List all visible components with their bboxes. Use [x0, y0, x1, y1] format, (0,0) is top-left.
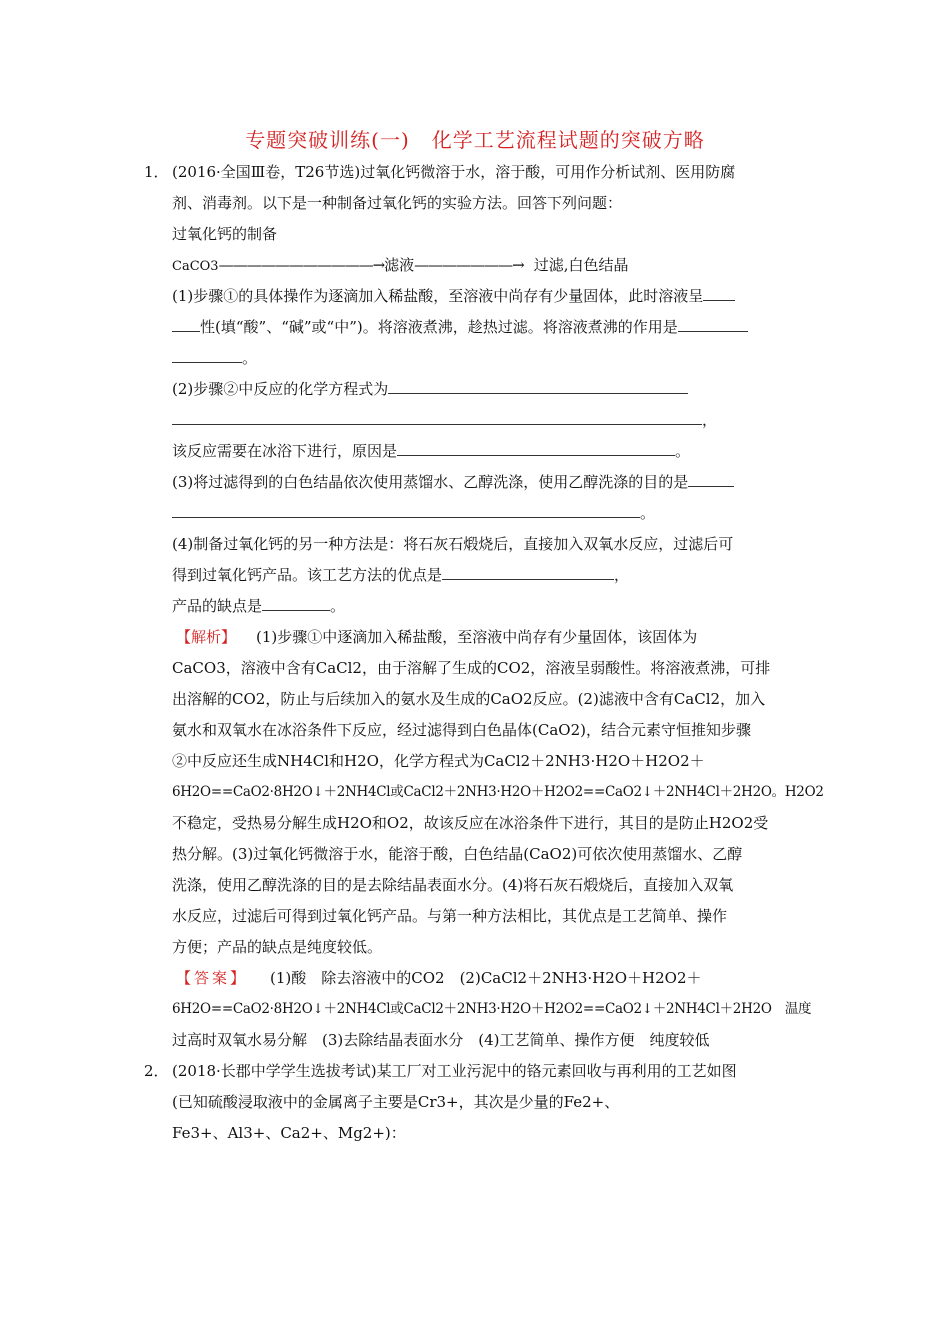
- q1-stem-line2: 剂、消毒剂。以下是一种制备过氧化钙的实验方法。回答下列问题：: [172, 194, 623, 212]
- analysis-line3: 出溶解的CO2，防止与后续加入的氨水及生成的CaO2反应。(2)滤液中含有CaCl2，加入: [172, 690, 766, 708]
- q1-number: 1．: [144, 163, 169, 181]
- q2-number: 2．: [144, 1062, 169, 1080]
- title-part1: 专题突破训练(一): [245, 128, 410, 152]
- analysis-tag: 【解析】: [176, 628, 237, 646]
- q1-part4-line1: (4)制备过氧化钙的另一种方法是：将石灰石煅烧后，直接加入双氧水反应，过滤后可: [172, 535, 734, 553]
- q1-part1-line1: (1)步骤①的具体操作为逐滴加入稀盐酸，至溶液中尚存有少量固体，此时溶液呈: [172, 286, 735, 306]
- q2-line2: (已知硫酸浸取液中的金属离子主要是Cr3+，其次是少量的Fe2+、: [172, 1093, 620, 1111]
- analysis-line9: 洗涤，使用乙醇洗涤的目的是去除结晶表面水分。(4)将石灰石煅烧后，直接加入双氧: [172, 876, 734, 894]
- analysis-line7: 不稳定，受热易分解生成H2O和O2，故该反应在冰浴条件下进行，其目的是防止H2O2受: [172, 814, 769, 832]
- analysis-line6: 6H2O==CaO2·8H2O↓＋2NH4Cl或CaCl2＋2NH3·H2O＋H2O2==CaO2↓＋2NH4Cl＋2H2O。H2O2: [172, 784, 824, 800]
- analysis-line4: 氨水和双氧水在冰浴条件下反应，经过滤得到白色晶体(CaO2)，结合元素守恒推知步骤: [172, 721, 751, 739]
- analysis-line2: CaCO3，溶液中含有CaCl2，由于溶解了生成的CO2，溶液呈弱酸性。将溶液煮沸，可排: [172, 659, 771, 677]
- flow-title: 过氧化钙的制备: [172, 225, 278, 243]
- q1-part3-line1: (3)将过滤得到的白色结晶依次使用蒸馏水、乙醇洗涤，使用乙醇洗涤的目的是: [172, 472, 734, 492]
- q1-part2-line3: 该反应需要在冰浴下进行，原因是 。: [172, 442, 691, 460]
- answer-line1: 【答案】 (1)酸 除去溶液中的CO2 (2)CaCl2＋2NH3·H2O＋H2O2＋: [176, 969, 702, 987]
- flow-result: 过滤,白色结晶: [533, 256, 629, 274]
- q2-line1: (2018·长郡中学学生选拔考试)某工厂对工业污泥中的铬元素回收与再利用的工艺如图: [172, 1062, 737, 1080]
- analysis-line5: ②中反应还生成NH4Cl和H2O，化学方程式为CaCl2＋2NH3·H2O＋H2O2＋: [172, 752, 705, 770]
- q1-stem-line1: (2016·全国Ⅲ卷，T26节选)过氧化钙微溶于水，溶于酸，可用作分析试剂、医用防腐: [172, 163, 736, 181]
- answer-line2: 6H2O==CaO2·8H2O↓＋2NH4Cl或CaCl2＋2NH3·H2O＋H2O2==CaO2↓＋2NH4Cl＋2H2O 温度: [172, 1001, 812, 1017]
- analysis-line11: 方便；产品的缺点是纯度较低。: [172, 938, 383, 956]
- q1-part1-line2: 性(填“酸”、“碱”或“中”)。将溶液煮沸，趁热过滤。将溶液煮沸的作用是: [172, 317, 748, 337]
- q1-part4-line3: 产品的缺点是 。: [172, 597, 346, 615]
- q1-part1-line3: 。: [172, 348, 257, 368]
- answer-tag: 【答案】: [176, 969, 249, 987]
- flow-diagram: [172, 255, 629, 277]
- q1-part2-line2: ，: [172, 410, 717, 430]
- analysis-line1: 【解析】 (1)步骤①中逐滴加入稀盐酸，至溶液中尚存有少量固体，该固体为: [176, 628, 698, 646]
- flow-filtrate: 滤液: [384, 256, 415, 274]
- analysis-line8: 热分解。(3)过氧化钙微溶于水，能溶于酸，白色结晶(CaO2)可依次使用蒸馏水、乙醇: [172, 845, 743, 863]
- flow-caco3: CaCO3: [172, 259, 219, 274]
- title-part2: 化学工艺流程试题的突破方略: [431, 128, 705, 152]
- flow-arrow-1: ———————————→: [218, 256, 385, 274]
- flow-arrow-2: ———————→: [414, 256, 524, 274]
- page-title: [0, 124, 950, 153]
- answer-line3: 过高时双氧水易分解 (3)去除结晶表面水分 (4)工艺简单、操作方便 纯度较低: [172, 1031, 710, 1049]
- q2-line3: Fe3+、Al3+、Ca2+、Mg2+)：: [172, 1124, 406, 1142]
- q1-part4-line2: 得到过氧化钙产品。该工艺方法的优点是 ，: [172, 566, 630, 584]
- q1-part2-line1: (2)步骤②中反应的化学方程式为: [172, 379, 688, 399]
- analysis-line10: 水反应，过滤后可得到过氧化钙产品。与第一种方法相比，其优点是工艺简单、操作: [172, 907, 728, 925]
- q1-part3-line2: 。: [172, 503, 655, 523]
